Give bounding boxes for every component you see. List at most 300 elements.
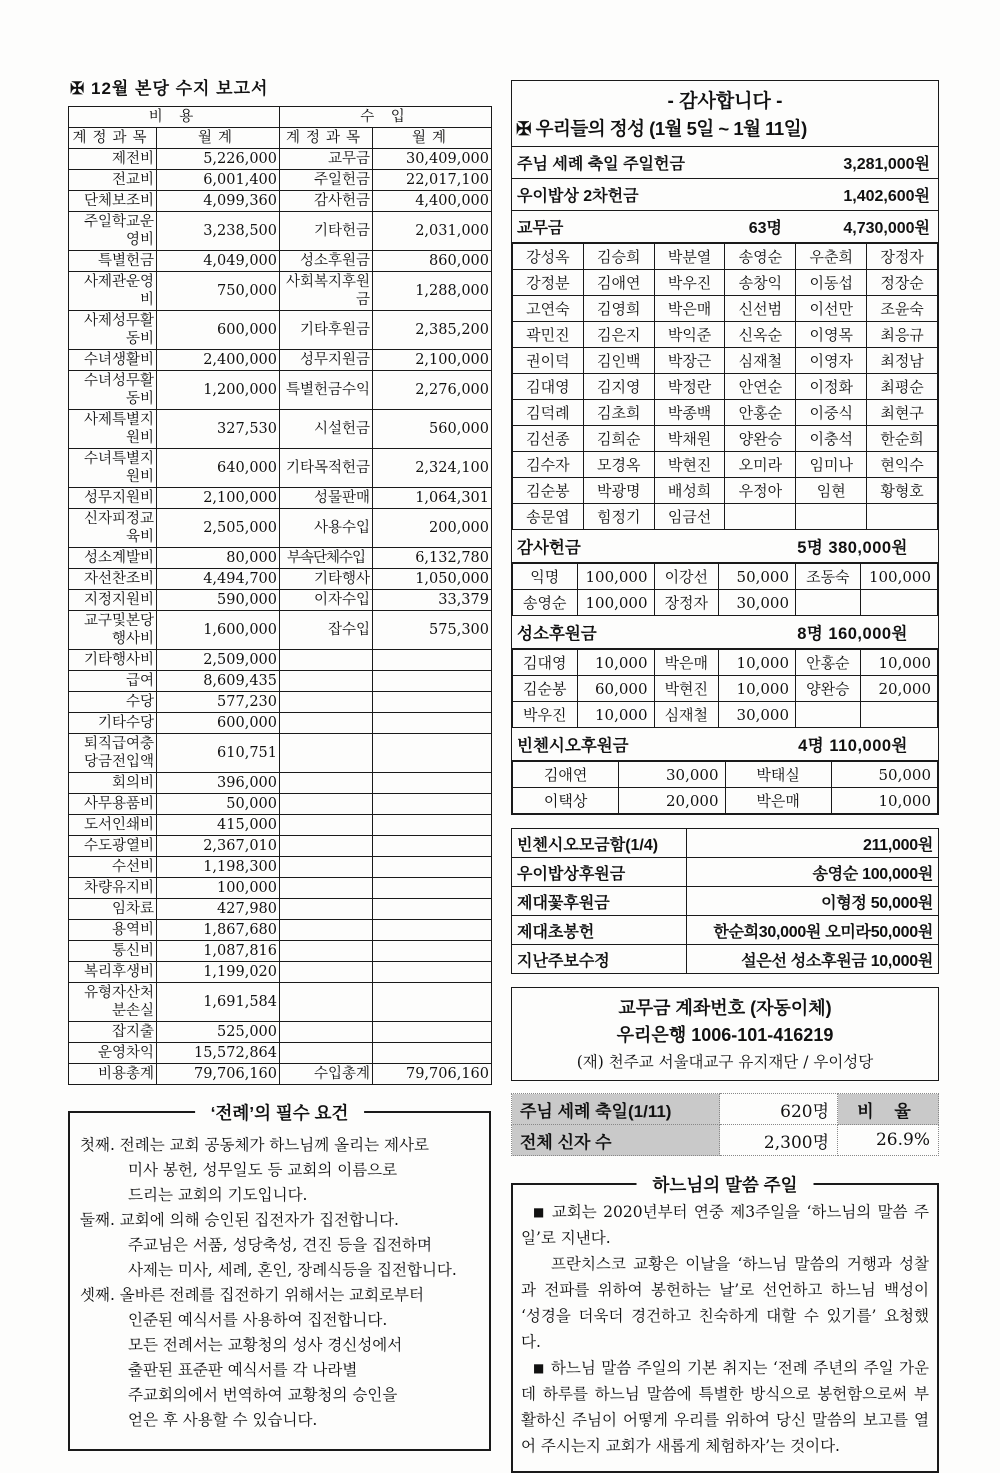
liturgy-line: 셋째. 올바른 전례를 집전하기 위해서는 교회로부터 bbox=[80, 1286, 424, 1304]
donation-amount: 10,000 bbox=[719, 650, 796, 676]
donation-name: 박은매 bbox=[725, 788, 831, 814]
donor-name: 송창익 bbox=[725, 270, 796, 296]
donation-amount: 30,000 bbox=[719, 702, 796, 728]
donation-name: 이택상 bbox=[513, 788, 619, 814]
finance-row bbox=[69, 170, 492, 191]
donation-amount: 20,000 bbox=[860, 676, 937, 702]
expense-label: 신자피정교육비 bbox=[69, 509, 157, 548]
donation-amount: 10,000 bbox=[719, 676, 796, 702]
expense-amount: 590,000 bbox=[157, 590, 280, 611]
section-summary: 5명 380,000원 bbox=[797, 539, 908, 557]
expense-amount: 6,001,400 bbox=[157, 170, 280, 191]
donation-amount: 100,000 bbox=[860, 564, 937, 590]
offering-count: 63명 bbox=[748, 220, 782, 237]
misc-row bbox=[512, 916, 939, 945]
thanks-title: - 감사합니다 - bbox=[667, 91, 783, 112]
finance-row bbox=[69, 149, 492, 170]
expense-label: 수녀성무활동비 bbox=[69, 371, 157, 410]
donor-name: 모경옥 bbox=[583, 452, 654, 478]
income-label: 성소후원금 bbox=[280, 251, 373, 272]
income-amount: 2,276,000 bbox=[373, 371, 492, 410]
donor-name: 안연순 bbox=[725, 374, 796, 400]
bullet-icon: ■ bbox=[533, 1361, 545, 1375]
stats-value-total: 2,300명 bbox=[720, 1125, 838, 1156]
stats-value-ratio: 26.9% bbox=[838, 1125, 939, 1156]
stats-value-attendance: 620명 bbox=[720, 1094, 838, 1125]
income-amount bbox=[373, 734, 492, 773]
finance-row bbox=[69, 191, 492, 212]
donation-amount bbox=[860, 590, 937, 616]
donation-amount: 10,000 bbox=[831, 788, 937, 814]
income-amount: 2,324,100 bbox=[373, 449, 492, 488]
expense-label: 수도광열비 bbox=[69, 836, 157, 857]
expense-amount: 427,980 bbox=[157, 899, 280, 920]
liturgy-line: 주교님은 서품, 성당축성, 견진 등을 집전하며 bbox=[128, 1236, 433, 1254]
expense-label: 수선비 bbox=[69, 857, 157, 878]
income-amount bbox=[373, 1043, 492, 1064]
offering-amount: 1,402,600원 bbox=[843, 188, 930, 205]
expense-amount: 8,609,435 bbox=[157, 671, 280, 692]
income-label bbox=[280, 941, 373, 962]
misc-row bbox=[512, 829, 939, 858]
expense-label: 회의비 bbox=[69, 773, 157, 794]
income-label bbox=[280, 671, 373, 692]
misc-offerings-table bbox=[511, 828, 939, 974]
expense-label: 임차료 bbox=[69, 899, 157, 920]
misc-label: 제대초봉헌 bbox=[512, 916, 687, 945]
expense-label: 지정지원비 bbox=[69, 590, 157, 611]
expense-amount: 525,000 bbox=[157, 1022, 280, 1043]
donation-amount bbox=[860, 702, 937, 728]
donation-name: 박은매 bbox=[654, 650, 719, 676]
misc-label: 우이밥상후원금 bbox=[512, 858, 687, 887]
expense-label: 기타행사비 bbox=[69, 650, 157, 671]
left-column bbox=[68, 74, 491, 1451]
income-amount: 575,300 bbox=[373, 611, 492, 650]
income-amount: 30,409,000 bbox=[373, 149, 492, 170]
income-amount bbox=[373, 815, 492, 836]
finance-row bbox=[69, 773, 492, 794]
income-label: 사용수입 bbox=[280, 509, 373, 548]
income-label: 기타후원금 bbox=[280, 311, 373, 350]
donor-name: 김인백 bbox=[583, 348, 654, 374]
expense-amount: 15,572,864 bbox=[157, 1043, 280, 1064]
income-group-header: 수 입 bbox=[280, 107, 492, 128]
word-box-title: 하느님의 말씀 주일 bbox=[637, 1172, 814, 1197]
donation-name: 박현진 bbox=[654, 676, 719, 702]
section-row bbox=[513, 762, 938, 788]
right-column bbox=[511, 80, 939, 1473]
expense-amount: 2,400,000 bbox=[157, 350, 280, 371]
income-label bbox=[280, 962, 373, 983]
donor-row bbox=[513, 504, 938, 530]
account-number: 우리은행 1006-101-416219 bbox=[616, 1025, 834, 1045]
donor-name: 조윤숙 bbox=[867, 296, 938, 322]
section-grid bbox=[512, 761, 938, 814]
income-amount: 1,050,000 bbox=[373, 569, 492, 590]
income-label bbox=[280, 857, 373, 878]
donor-name: 이영자 bbox=[796, 348, 867, 374]
income-label: 성무지원금 bbox=[280, 350, 373, 371]
income-label bbox=[280, 794, 373, 815]
donor-name: 안홍순 bbox=[725, 400, 796, 426]
donation-amount: 100,000 bbox=[577, 564, 654, 590]
income-label: 기타목적헌금 bbox=[280, 449, 373, 488]
expense-label: 단체보조비 bbox=[69, 191, 157, 212]
donation-amount: 30,000 bbox=[619, 762, 725, 788]
donor-name: 박광명 bbox=[583, 478, 654, 504]
income-label: 기타행사 bbox=[280, 569, 373, 590]
liturgy-line: 출판된 표준판 예식서를 각 나라별 bbox=[128, 1361, 358, 1379]
donor-row bbox=[513, 478, 938, 504]
expense-amount: 2,509,000 bbox=[157, 650, 280, 671]
donor-name: 양완승 bbox=[725, 426, 796, 452]
misc-label: 지난주보수정 bbox=[512, 945, 687, 974]
income-amount: 2,385,200 bbox=[373, 311, 492, 350]
expense-amount: 600,000 bbox=[157, 713, 280, 734]
finance-row bbox=[69, 899, 492, 920]
expense-amount: 610,751 bbox=[157, 734, 280, 773]
section-header bbox=[512, 728, 938, 761]
donor-name: 강정분 bbox=[513, 270, 584, 296]
finance-row bbox=[69, 878, 492, 899]
finance-table-column-header bbox=[69, 128, 492, 149]
expense-label: 제전비 bbox=[69, 149, 157, 170]
donor-row bbox=[513, 426, 938, 452]
donor-name: 우춘희 bbox=[796, 244, 867, 270]
donor-name-grid bbox=[512, 243, 938, 530]
donation-amount: 10,000 bbox=[577, 702, 654, 728]
bullet-icon: ■ bbox=[533, 1205, 546, 1219]
misc-row bbox=[512, 858, 939, 887]
income-amount bbox=[373, 692, 492, 713]
expense-label: 수당 bbox=[69, 692, 157, 713]
donation-name: 조동숙 bbox=[796, 564, 861, 590]
finance-row bbox=[69, 1064, 492, 1085]
income-amount: 2,100,000 bbox=[373, 350, 492, 371]
income-amount: 200,000 bbox=[373, 509, 492, 548]
donor-name: 정장순 bbox=[867, 270, 938, 296]
donation-name: 익명 bbox=[513, 564, 578, 590]
misc-row bbox=[512, 887, 939, 916]
donor-name bbox=[796, 504, 867, 530]
donor-row bbox=[513, 270, 938, 296]
expense-label: 차량유지비 bbox=[69, 878, 157, 899]
finance-row bbox=[69, 857, 492, 878]
expense-amount: 50,000 bbox=[157, 794, 280, 815]
donor-name: 송영순 bbox=[725, 244, 796, 270]
expense-amount: 415,000 bbox=[157, 815, 280, 836]
donation-name: 심재철 bbox=[654, 702, 719, 728]
income-amount: 860,000 bbox=[373, 251, 492, 272]
expense-amount: 1,199,020 bbox=[157, 962, 280, 983]
donor-name bbox=[725, 504, 796, 530]
expense-label: 수녀특별지원비 bbox=[69, 449, 157, 488]
donor-name: 박정란 bbox=[654, 374, 725, 400]
col-header-account: 계정과목 bbox=[69, 128, 157, 149]
cross-icon: ✠ bbox=[70, 79, 86, 98]
income-amount bbox=[373, 983, 492, 1022]
section-grid bbox=[512, 649, 938, 728]
income-label bbox=[280, 815, 373, 836]
donor-name: 배성희 bbox=[654, 478, 725, 504]
account-holder: (재) 천주교 서울대교구 유지재단 / 우이성당 bbox=[576, 1053, 874, 1071]
donation-name bbox=[796, 590, 861, 616]
section-summary: 4명 110,000원 bbox=[798, 737, 908, 755]
finance-row bbox=[69, 671, 492, 692]
income-label bbox=[280, 1043, 373, 1064]
misc-value: 송영순 100,000원 bbox=[687, 858, 939, 887]
expense-amount: 1,867,680 bbox=[157, 920, 280, 941]
income-label: 이자수입 bbox=[280, 590, 373, 611]
donor-name: 박익준 bbox=[654, 322, 725, 348]
income-amount: 1,288,000 bbox=[373, 272, 492, 311]
expense-amount: 2,100,000 bbox=[157, 488, 280, 509]
donor-name: 김은지 bbox=[583, 322, 654, 348]
donation-amount: 10,000 bbox=[577, 650, 654, 676]
donor-name: 김덕례 bbox=[513, 400, 584, 426]
expense-label: 도서인쇄비 bbox=[69, 815, 157, 836]
expense-label: 비용총계 bbox=[69, 1064, 157, 1085]
donor-name: 우정아 bbox=[725, 478, 796, 504]
donor-name: 김승희 bbox=[583, 244, 654, 270]
expense-label: 사제관운영비 bbox=[69, 272, 157, 311]
donor-name: 권이덕 bbox=[513, 348, 584, 374]
donor-name: 곽민진 bbox=[513, 322, 584, 348]
finance-row bbox=[69, 983, 492, 1022]
expense-amount: 600,000 bbox=[157, 311, 280, 350]
donor-name: 김선종 bbox=[513, 426, 584, 452]
offering-count bbox=[690, 154, 782, 172]
donor-name: 최정남 bbox=[867, 348, 938, 374]
donor-name: 최평순 bbox=[867, 374, 938, 400]
expense-amount: 4,049,000 bbox=[157, 251, 280, 272]
donor-name: 박은매 bbox=[654, 296, 725, 322]
offering-amount: 3,281,000원 bbox=[843, 156, 930, 173]
donor-name: 장정자 bbox=[867, 244, 938, 270]
offering-summary-row bbox=[512, 147, 938, 179]
finance-row bbox=[69, 920, 492, 941]
donation-amount: 100,000 bbox=[577, 590, 654, 616]
cross-icon: ✠ bbox=[516, 118, 532, 139]
liturgy-box-body bbox=[80, 1133, 481, 1433]
expense-label: 복리후생비 bbox=[69, 962, 157, 983]
finance-row bbox=[69, 611, 492, 650]
income-amount bbox=[373, 650, 492, 671]
income-label bbox=[280, 692, 373, 713]
donor-name: 이동섭 bbox=[796, 270, 867, 296]
income-amount bbox=[373, 941, 492, 962]
expense-label: 성소계발비 bbox=[69, 548, 157, 569]
donor-name: 김애연 bbox=[583, 270, 654, 296]
donor-name: 임미나 bbox=[796, 452, 867, 478]
misc-value: 211,000원 bbox=[687, 829, 939, 858]
income-label: 부속단체수입 bbox=[280, 548, 373, 569]
donor-name: 한순희 bbox=[867, 426, 938, 452]
expense-label: 성무지원비 bbox=[69, 488, 157, 509]
income-amount bbox=[373, 1022, 492, 1043]
thanks-box bbox=[511, 80, 939, 815]
expense-amount: 2,505,000 bbox=[157, 509, 280, 548]
donor-name: 김대영 bbox=[513, 374, 584, 400]
liturgy-line: 사제는 미사, 세례, 혼인, 장례식등을 집전합니다. bbox=[128, 1261, 457, 1279]
misc-label: 빈첸시오모금함(1/4) bbox=[512, 829, 687, 858]
liturgy-line: 첫째. 전례는 교회 공동체가 하느님께 올리는 제사로 bbox=[80, 1136, 429, 1154]
finance-row bbox=[69, 311, 492, 350]
income-amount bbox=[373, 857, 492, 878]
income-label bbox=[280, 773, 373, 794]
liturgy-line: 인준된 예식서를 사용하여 집전합니다. bbox=[128, 1311, 388, 1329]
offering-summary-row bbox=[512, 211, 938, 243]
misc-value: 설은선 성소후원금 10,000원 bbox=[687, 945, 939, 974]
section-name: 감사헌금 bbox=[517, 539, 581, 557]
donor-name: 신선범 bbox=[725, 296, 796, 322]
section-name: 성소후원금 bbox=[517, 625, 597, 643]
income-amount bbox=[373, 713, 492, 734]
finance-row bbox=[69, 371, 492, 410]
income-amount: 4,400,000 bbox=[373, 191, 492, 212]
donor-name: 박현진 bbox=[654, 452, 725, 478]
expense-amount: 2,367,010 bbox=[157, 836, 280, 857]
finance-row bbox=[69, 713, 492, 734]
word-of-god-box bbox=[511, 1175, 939, 1473]
section-row bbox=[513, 590, 938, 616]
offering-amount: 4,730,000원 bbox=[843, 220, 930, 237]
finance-table-group-header bbox=[69, 107, 492, 128]
donation-name: 안홍순 bbox=[796, 650, 861, 676]
donation-amount: 60,000 bbox=[577, 676, 654, 702]
expense-label: 잡지출 bbox=[69, 1022, 157, 1043]
donor-name: 박채원 bbox=[654, 426, 725, 452]
donor-name: 오미라 bbox=[725, 452, 796, 478]
word-box-body bbox=[521, 1199, 929, 1459]
income-label: 감사헌금 bbox=[280, 191, 373, 212]
liturgy-box-title: ‘전례’의 필수 요건 bbox=[195, 1100, 365, 1125]
income-label bbox=[280, 650, 373, 671]
finance-row bbox=[69, 548, 492, 569]
donor-name: 김수자 bbox=[513, 452, 584, 478]
income-label: 교무금 bbox=[280, 149, 373, 170]
section-row bbox=[513, 564, 938, 590]
expense-amount: 1,200,000 bbox=[157, 371, 280, 410]
misc-label: 제대꽃후원금 bbox=[512, 887, 687, 916]
income-amount bbox=[373, 878, 492, 899]
misc-value: 한순희30,000원 오미라50,000원 bbox=[687, 916, 939, 945]
income-amount: 560,000 bbox=[373, 410, 492, 449]
income-amount: 33,379 bbox=[373, 590, 492, 611]
finance-row bbox=[69, 692, 492, 713]
donor-name bbox=[867, 504, 938, 530]
income-amount: 6,132,780 bbox=[373, 548, 492, 569]
expense-label: 주일학교운영비 bbox=[69, 212, 157, 251]
donor-name: 이중식 bbox=[796, 400, 867, 426]
donor-name: 임현 bbox=[796, 478, 867, 504]
income-amount bbox=[373, 962, 492, 983]
donor-name: 박종백 bbox=[654, 400, 725, 426]
donor-name: 박장근 bbox=[654, 348, 725, 374]
finance-row bbox=[69, 650, 492, 671]
donor-name: 김지영 bbox=[583, 374, 654, 400]
donor-name: 이영목 bbox=[796, 322, 867, 348]
expense-amount: 396,000 bbox=[157, 773, 280, 794]
income-amount: 2,031,000 bbox=[373, 212, 492, 251]
finance-row bbox=[69, 350, 492, 371]
expense-label: 사제특별지원비 bbox=[69, 410, 157, 449]
income-amount: 79,706,160 bbox=[373, 1064, 492, 1085]
finance-report-title bbox=[70, 74, 491, 99]
liturgy-line: 드리는 교회의 기도입니다. bbox=[128, 1186, 308, 1204]
donor-name: 이선만 bbox=[796, 296, 867, 322]
donor-name: 강성옥 bbox=[513, 244, 584, 270]
donor-name: 최응규 bbox=[867, 322, 938, 348]
donor-row bbox=[513, 244, 938, 270]
donation-name: 송영순 bbox=[513, 590, 578, 616]
expense-amount: 750,000 bbox=[157, 272, 280, 311]
donor-row bbox=[513, 296, 938, 322]
col-header-account: 계정과목 bbox=[280, 128, 373, 149]
donation-name: 양완승 bbox=[796, 676, 861, 702]
liturgy-line: 미사 봉헌, 성무일도 등 교회의 이름으로 bbox=[128, 1161, 398, 1179]
income-label: 주일헌금 bbox=[280, 170, 373, 191]
donor-name: 박우진 bbox=[654, 270, 725, 296]
expense-label: 운영차익 bbox=[69, 1043, 157, 1064]
col-header-monthly: 월계 bbox=[373, 128, 492, 149]
offering-count bbox=[690, 186, 782, 204]
income-amount bbox=[373, 773, 492, 794]
income-label bbox=[280, 713, 373, 734]
donation-amount: 50,000 bbox=[719, 564, 796, 590]
donation-name: 장정자 bbox=[654, 590, 719, 616]
income-label: 성물판매 bbox=[280, 488, 373, 509]
expense-label: 용역비 bbox=[69, 920, 157, 941]
income-amount: 22,017,100 bbox=[373, 170, 492, 191]
donor-name: 박분열 bbox=[654, 244, 725, 270]
expense-amount: 4,494,700 bbox=[157, 569, 280, 590]
section-header bbox=[512, 530, 938, 563]
income-label bbox=[280, 899, 373, 920]
section-row bbox=[513, 788, 938, 814]
expense-label: 통신비 bbox=[69, 941, 157, 962]
expense-amount: 80,000 bbox=[157, 548, 280, 569]
donor-name: 김희순 bbox=[583, 426, 654, 452]
income-label bbox=[280, 1022, 373, 1043]
section-row bbox=[513, 702, 938, 728]
thanks-subtitle bbox=[512, 114, 938, 147]
expense-group-header: 비 용 bbox=[69, 107, 280, 128]
section-row bbox=[513, 676, 938, 702]
finance-row bbox=[69, 449, 492, 488]
account-title: 교무금 계좌번호 (자동이체) bbox=[618, 998, 832, 1018]
expense-amount: 5,226,000 bbox=[157, 149, 280, 170]
offering-label: 교무금 bbox=[517, 220, 564, 237]
section-name: 빈첸시오후원금 bbox=[517, 737, 629, 755]
finance-row bbox=[69, 212, 492, 251]
expense-label: 퇴직급여충당금전입액 bbox=[69, 734, 157, 773]
finance-row bbox=[69, 1022, 492, 1043]
expense-label: 사제성무활동비 bbox=[69, 311, 157, 350]
finance-row bbox=[69, 488, 492, 509]
income-label bbox=[280, 920, 373, 941]
expense-label: 자선찬조비 bbox=[69, 569, 157, 590]
stats-row bbox=[512, 1125, 939, 1156]
income-amount bbox=[373, 671, 492, 692]
income-label bbox=[280, 878, 373, 899]
donor-name: 신옥순 bbox=[725, 322, 796, 348]
misc-value: 이형정 50,000원 bbox=[687, 887, 939, 916]
donation-amount: 10,000 bbox=[860, 650, 937, 676]
donation-amount: 20,000 bbox=[619, 788, 725, 814]
attendance-stats-table bbox=[511, 1093, 939, 1156]
